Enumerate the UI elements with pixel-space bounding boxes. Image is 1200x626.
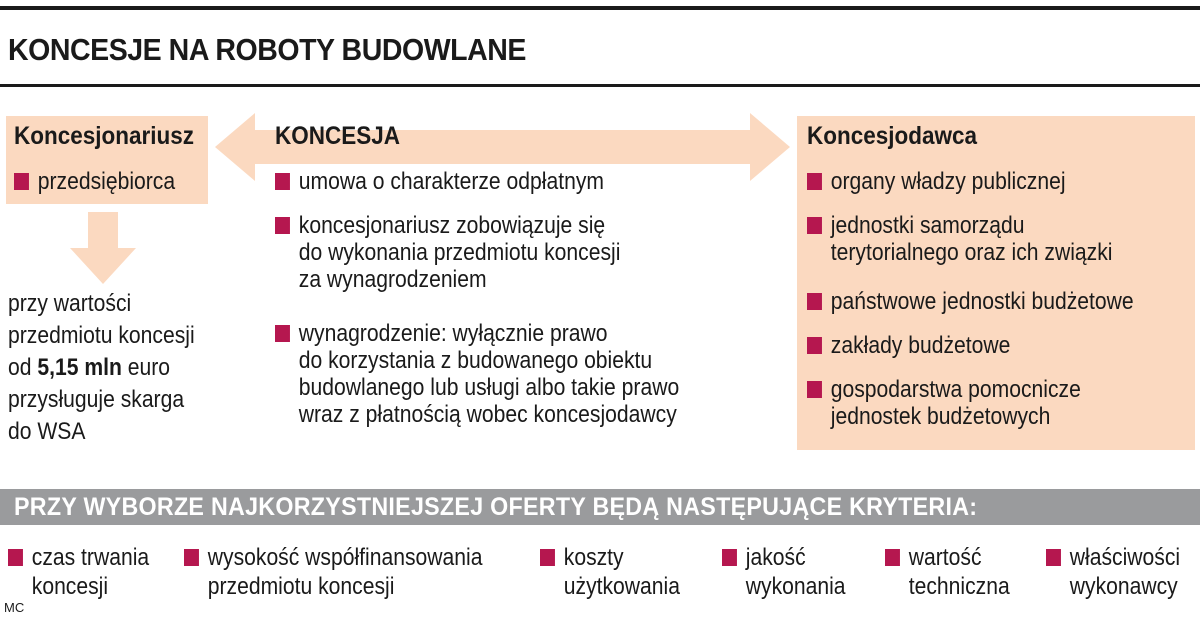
criterion-item: koszty użytkowania (540, 543, 680, 601)
list-item: organy władzy publicznej (807, 168, 1066, 195)
complaint-note: przy wartości przedmiotu koncesji od 5,15 mln euro przysługuje skarga do WSA (8, 290, 195, 445)
criterion-item: właściwości wykonawcy (1046, 543, 1180, 601)
criterion-item: wartość techniczna (885, 543, 1010, 601)
threshold-value: 5,15 mln (37, 354, 122, 381)
concession-heading: KONCESJA (275, 122, 401, 150)
bullet-icon (807, 173, 822, 190)
list-item: gospodarstwa pomocnicze jednostek budżetowych (807, 376, 1081, 430)
bullet-icon (722, 549, 737, 566)
bullet-icon (540, 549, 555, 566)
list-item: państwowe jednostki budżetowe (807, 288, 1134, 315)
bullet-icon (275, 325, 290, 342)
bullet-icon (807, 337, 822, 354)
bullet-icon (885, 549, 900, 566)
bullet-icon (807, 217, 822, 234)
list-item: umowa o charakterze odpłatnym (275, 168, 604, 195)
list-item: wynagrodzenie: wyłącznie prawo do korzystania z budowanego obiektu budowlanego lub usługi albo takie prawo wraz z płatnością wobec koncesjodawcy (275, 320, 679, 428)
bullet-icon (8, 549, 23, 566)
concessionaire-heading: Koncesjonariusz (14, 122, 195, 150)
author-credit: MC (4, 600, 25, 615)
bullet-icon (807, 293, 822, 310)
grantor-heading: Koncesjodawca (807, 122, 978, 150)
criterion-item: jakość wykonania (722, 543, 846, 601)
bullet-icon (184, 549, 199, 566)
criterion-item: wysokość współfinansowania przedmiotu koncesji (184, 543, 482, 601)
list-item: przedsiębiorca (14, 168, 175, 195)
title-rule (0, 84, 1200, 87)
criteria-heading: PRZY WYBORZE NAJKORZYSTNIEJSZEJ OFERTY BĘDĄ NASTĘPUJĄCE KRYTERIA: (14, 493, 978, 521)
top-rule (0, 6, 1200, 10)
bullet-icon (1046, 549, 1061, 566)
list-item: jednostki samorządu terytorialnego oraz ich związki (807, 212, 1112, 266)
list-item: zakłady budżetowe (807, 332, 1010, 359)
list-item: koncesjonariusz zobowiązuje się do wykonania przedmiotu koncesji za wynagrodzeniem (275, 212, 620, 293)
criterion-item: czas trwania koncesji (8, 543, 149, 601)
bullet-icon (275, 173, 290, 190)
down-arrow-icon (70, 212, 136, 284)
bullet-icon (275, 217, 290, 234)
page-title: KONCESJE NA ROBOTY BUDOWLANE (8, 32, 526, 67)
bullet-icon (14, 173, 29, 190)
bullet-icon (807, 381, 822, 398)
